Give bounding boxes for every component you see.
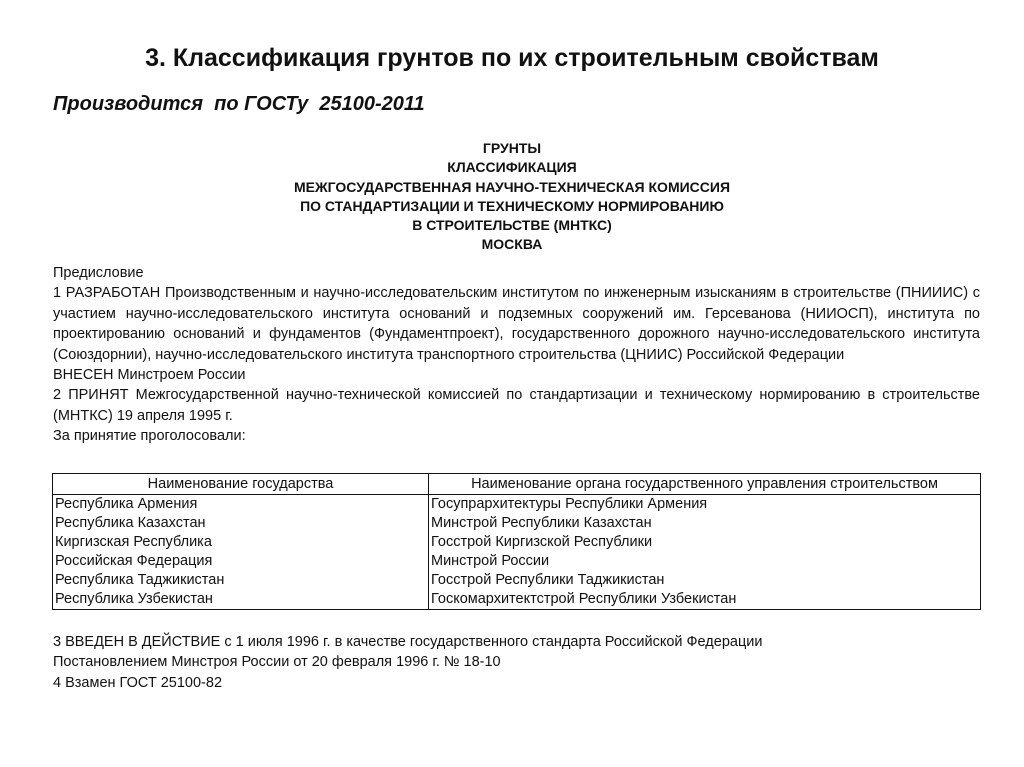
slide-title: 3. Классификация грунтов по их строительным свойствам <box>145 44 879 72</box>
preface-item-2: 2 ПРИНЯТ Межгосударственной научно-технической комиссией по стандартизации и техническому нормированию в строительстве (МНТКС) 19 апреля 1995 г. <box>53 387 980 424</box>
table-header-authority: Наименование органа государственного управления строительством <box>429 474 981 495</box>
table-cell-state: Республика Армения <box>53 495 429 515</box>
table-cell-authority: Госкомархитектстрой Республики Узбекистан <box>429 590 981 610</box>
table-cell-authority: Госстрой Киргизской Республики <box>429 533 981 552</box>
slide-subtitle: Производится по ГОСТу 25100-2011 <box>53 93 425 115</box>
heading-line: МОСКВА <box>481 236 543 253</box>
preface-label: Предисловие <box>53 265 144 281</box>
table-cell-authority: Минстрой Республики Казахстан <box>429 514 981 533</box>
preface-section <box>53 263 980 447</box>
table-row <box>53 571 981 590</box>
heading-line: ГРУНТЫ <box>482 140 542 156</box>
footer-item-4: 4 Взамен ГОСТ 25100-82 <box>53 674 223 691</box>
table-cell-state: Российская Федерация <box>53 552 429 571</box>
footer-item-3-line-2: Постановлением Минстроя России от 20 февраля 1996 г. № 18-10 <box>53 654 501 671</box>
document-heading <box>0 139 1024 255</box>
table-cell-state: Республика Таджикистан <box>53 571 429 590</box>
table-cell-authority: Минстрой России <box>429 552 981 571</box>
table-row <box>53 590 981 610</box>
table-cell-state: Киргизская Республика <box>53 533 429 552</box>
heading-line: КЛАССИФИКАЦИЯ <box>447 159 577 176</box>
table-header-state: Наименование государства <box>53 474 429 495</box>
voting-table <box>52 473 981 610</box>
preface-item-1: 1 РАЗРАБОТАН Производственным и научно-исследовательским институтом по инженерным изысканиям в строительстве (ПНИИИС) с участием научно-исследовательского института оснований и подземных сооружений им. Герсеванова (НИИОСП), института по проектированию оснований и фундаментов (Фундаментпроект), государственного дорожного научно-исследовательского института (Союздорнии), научно-исследовательского института транспортного строительства (ЦНИИС) Российской Федерации <box>53 285 980 363</box>
table-header-row <box>53 474 981 495</box>
table-row <box>53 495 981 515</box>
heading-line: МЕЖГОСУДАРСТВЕННАЯ НАУЧНО-ТЕХНИЧЕСКАЯ КОМИССИЯ <box>293 178 731 195</box>
table-row <box>53 533 981 552</box>
table-cell-authority: Госупрархитектуры Республики Армения <box>429 495 981 515</box>
table-cell-state: Республика Узбекистан <box>53 590 429 610</box>
table-cell-state: Республика Казахстан <box>53 514 429 533</box>
heading-line: В СТРОИТЕЛЬСТВЕ (МНТКС) <box>412 217 612 234</box>
table-row <box>53 514 981 533</box>
table-cell-authority: Госстрой Республики Таджикистан <box>429 571 981 590</box>
footer-section <box>53 632 980 693</box>
table-row <box>53 552 981 571</box>
footer-item-3-line-1: 3 ВВЕДЕН В ДЕЙСТВИЕ с 1 июля 1996 г. в качестве государственного стандарта Российской Федерации <box>53 634 763 650</box>
preface-voted: За принятие проголосовали: <box>53 428 246 445</box>
heading-line: ПО СТАНДАРТИЗАЦИИ И ТЕХНИЧЕСКОМУ НОРМИРОВАНИЮ <box>300 197 724 214</box>
preface-introduced: ВНЕСЕН Минстроем России <box>53 367 246 384</box>
